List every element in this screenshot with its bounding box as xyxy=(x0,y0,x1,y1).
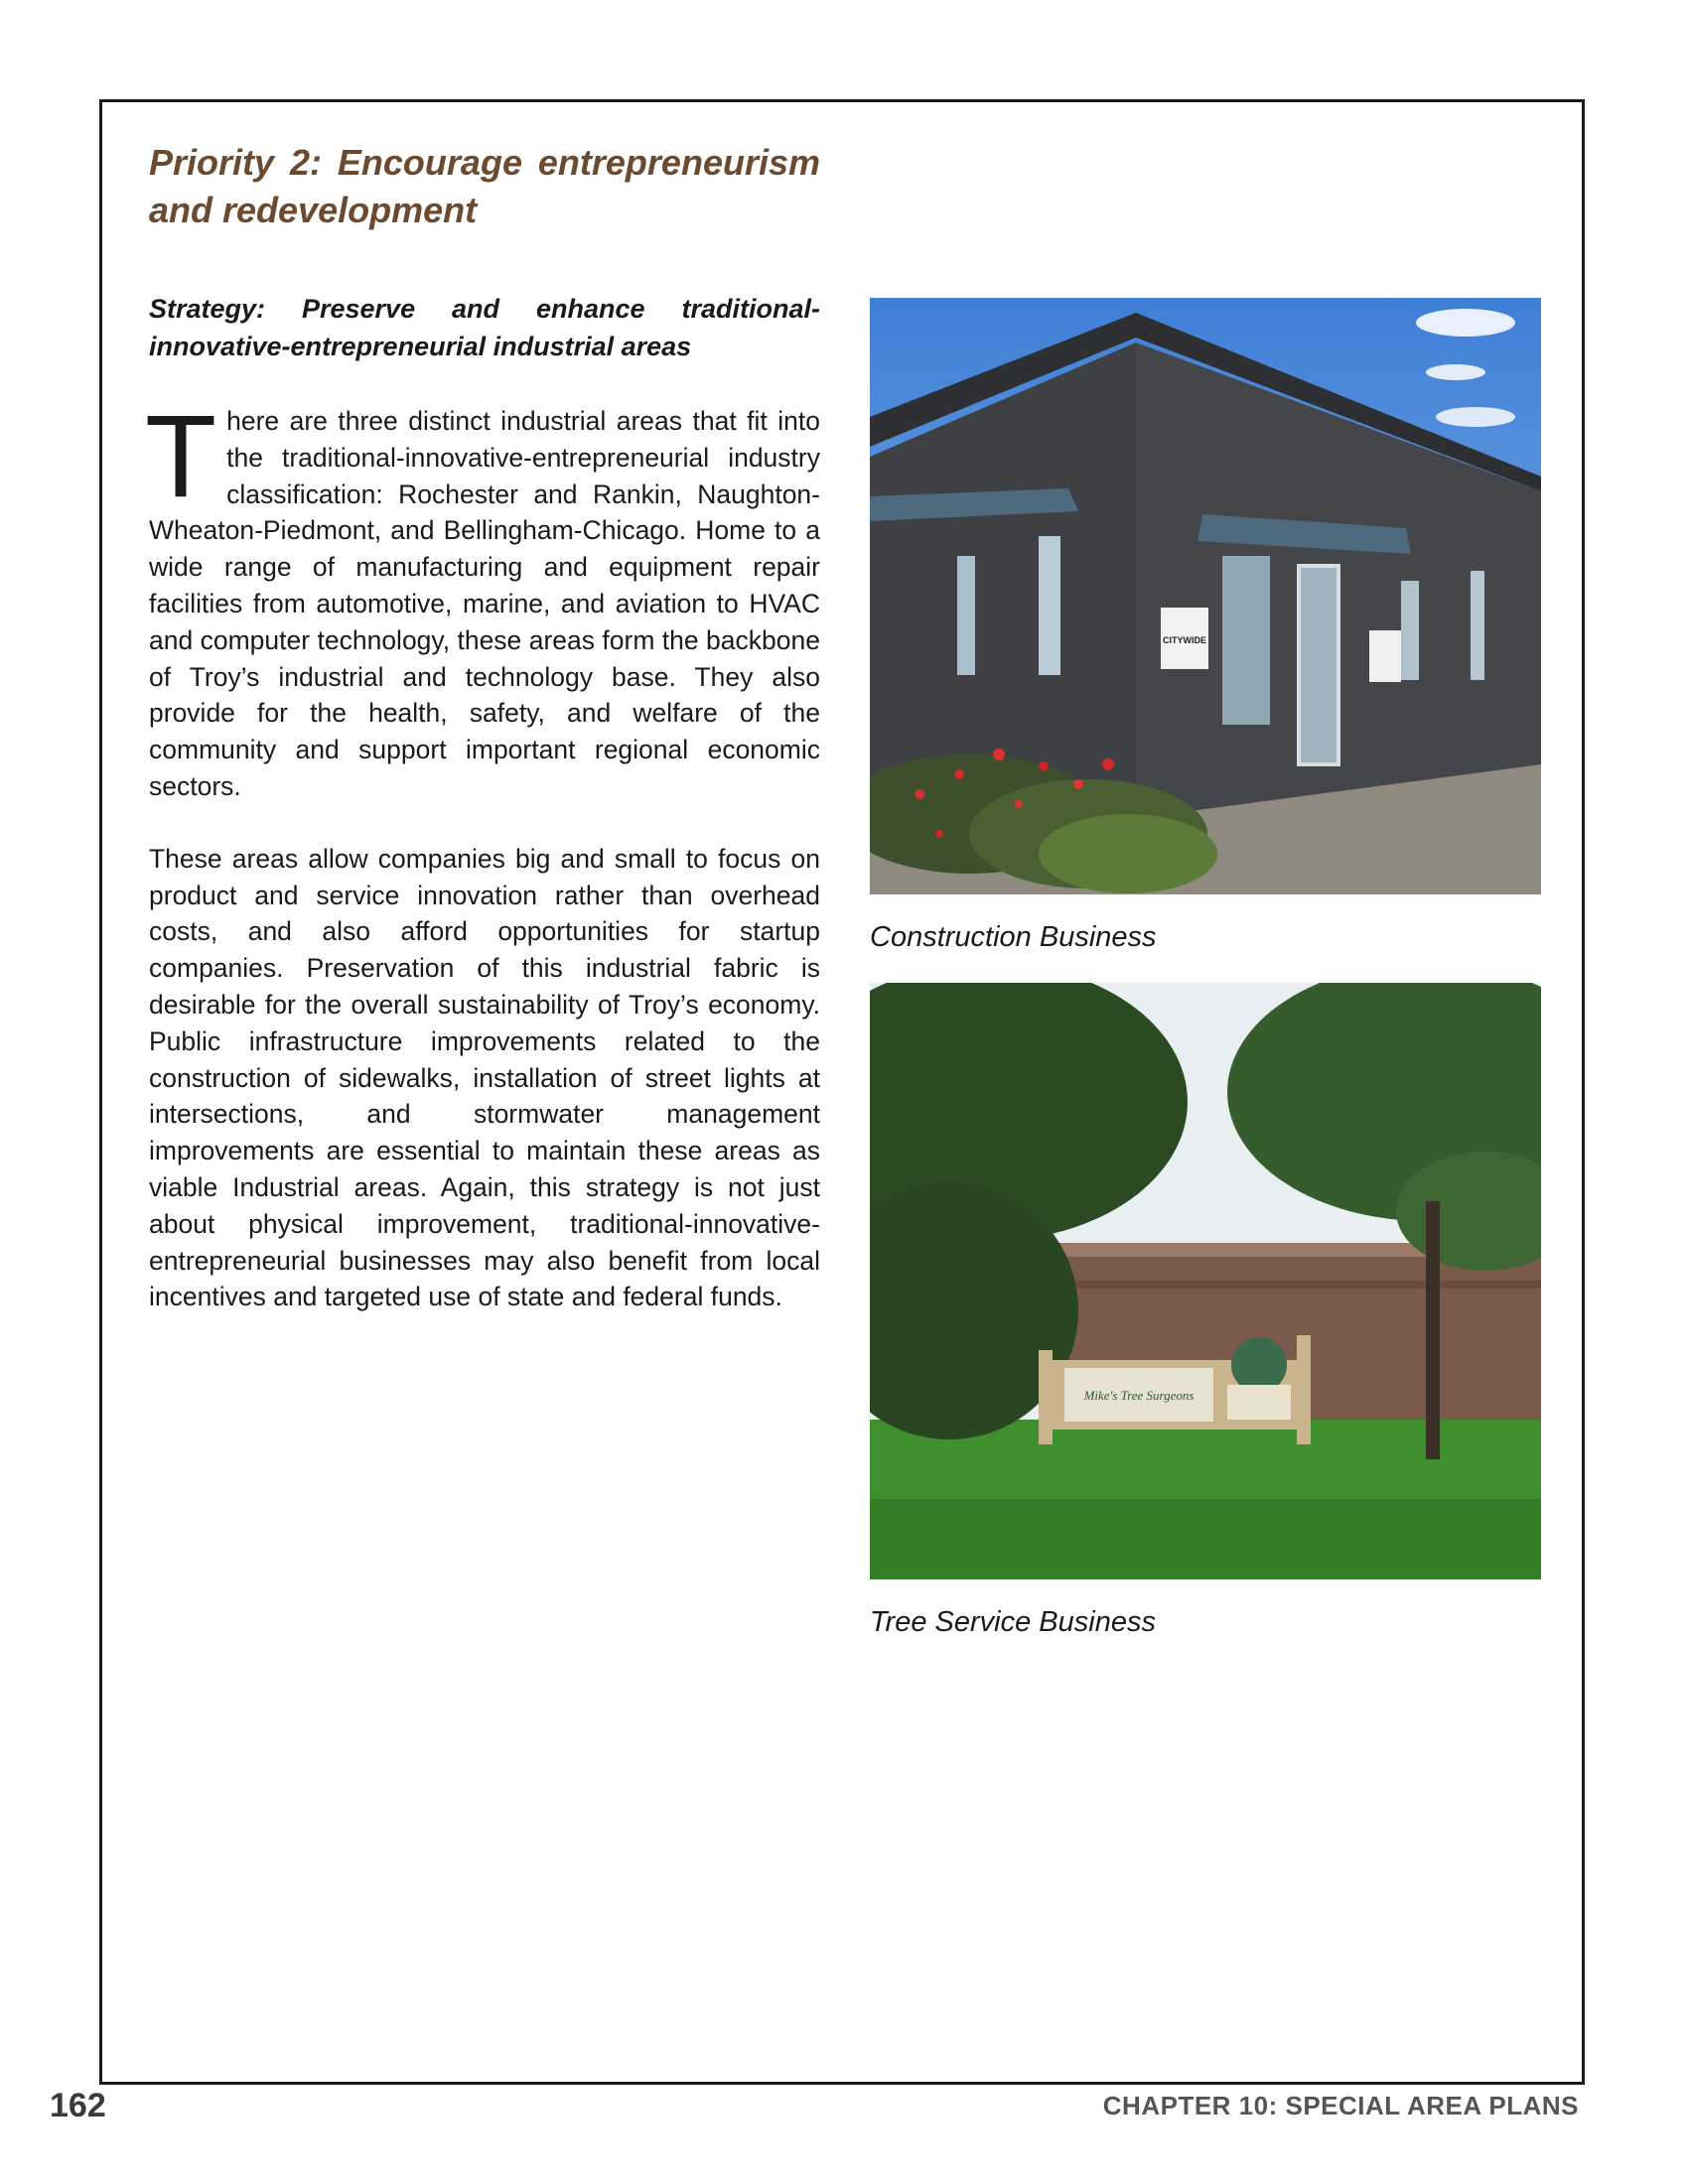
building-illustration xyxy=(870,298,1541,894)
construction-business-photo xyxy=(870,298,1541,894)
strategy-subheading: Strategy: Preserve and enhance traditional-innovative-entrepreneurial industrial areas xyxy=(149,294,820,361)
chapter-footer: CHAPTER 10: SPECIAL AREA PLANS xyxy=(1102,2091,1579,2120)
tree-sign-text: Mike's Tree Surgeons xyxy=(1083,1388,1195,1403)
photo-caption-2: Tree Service Business xyxy=(870,1606,1156,1638)
paragraph-2: These areas allow companies big and small to focus on product and service innovation rather than overhead costs, and also afford opportunities for startup companies. Preservation of this industrial fabric is desirable for the overall sustainability of Troy’s economy. Public infrastructure improvements related to the construction of sidewalks, installation of street lights at intersections, and stormwater management improvements are essential to maintain these areas as viable Industrial areas. Again, this strategy is not just about physical improvement, traditional-innovative-entrepreneurial businesses may also benefit from local incentives and targeted use of state and federal funds. xyxy=(149,843,820,1312)
photo-caption-1: Construction Business xyxy=(870,921,1157,953)
paragraph-1 xyxy=(145,391,820,805)
body-text xyxy=(145,391,820,1351)
drop-cap: T xyxy=(145,391,217,522)
page-number: 162 xyxy=(50,2087,106,2124)
tree-service-illustration xyxy=(870,983,1541,1579)
tree-service-business-photo xyxy=(870,983,1541,1579)
construction-sign-text: CITYWIDE xyxy=(1163,635,1206,645)
section-heading: Priority 2: Encourage entrepreneurism and redevelopment xyxy=(149,142,820,230)
paragraph-1-text: here are three distinct industrial areas that fit into the traditional-innovative-entrepreneurial industry classification: Rochester and Rankin, Naughton-Wheaton-Piedmont, and Bellingham-Chicago. Home to a wide range of manufacturing and equipment repair facilities from automotive, marine, and aviation to HVAC and computer technology, these areas form the backbone of Troy’s industrial and technology base. They also provide for the health, safety, and welfare of the community and support important regional economic sectors. xyxy=(149,406,820,801)
